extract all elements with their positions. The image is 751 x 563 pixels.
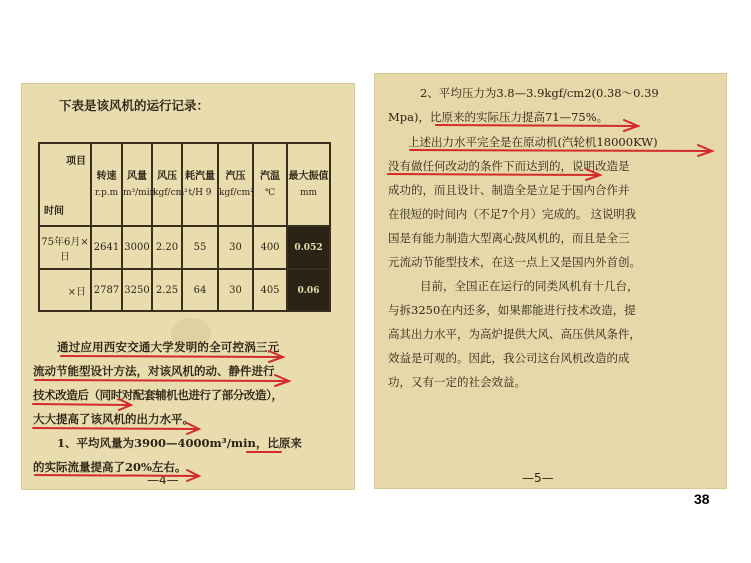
- table-cell: 0.052: [287, 226, 330, 269]
- text-line: 效益是可观的。因此，我公司这台风机改造的成: [388, 351, 630, 365]
- column-header: 风量 m³/min: [122, 143, 152, 226]
- right-page: [374, 73, 727, 489]
- text-line: 高其出力水平，为高炉提供大风、高压供风条件，: [388, 327, 641, 341]
- left-page: [21, 83, 355, 490]
- column-header: 最大振值 mm: [287, 143, 330, 226]
- paragraph-line: 技术改造后（同时对配套辅机也进行了部分改造），: [33, 388, 283, 402]
- text-line: 元流动节能型技术，在这一点上又是国内外首创。: [388, 255, 641, 269]
- red-annotation-underlines: [374, 73, 727, 489]
- text-line: 功，又有一定的社会效益。: [388, 375, 526, 389]
- item-1-line: 1、平均风量为3900—4000m³/min，比原来: [57, 436, 302, 450]
- text-line: 2、平均压力为3.8—3.9kgf/cm2(0.38～0.39: [420, 86, 659, 100]
- column-header: 风压 kgf/cm²: [152, 143, 182, 226]
- table-intro: 下表是该风机的运行记录：: [59, 98, 210, 113]
- paragraph-line: 通过应用西安交通大学发明的全可控涡三元: [57, 340, 280, 354]
- row-time: 75年6月×日: [39, 226, 91, 269]
- column-header: 汽温 ℃: [253, 143, 287, 226]
- text-line: 目前，全国正在运行的同类风机有十几台，: [420, 279, 639, 293]
- table-cell: 30: [218, 269, 253, 311]
- table-cell: 3000: [122, 226, 152, 269]
- paragraph-line: 流动节能型设计方法，对该风机的动、静件进行: [33, 364, 275, 378]
- text-line: 与拆3250在内还多，如果都能进行技术改造，提: [388, 303, 636, 317]
- column-header: 耗汽量 t/H 9: [182, 143, 218, 226]
- slide-number: 38: [694, 491, 710, 507]
- text-line: 国是有能力制造大型离心鼓风机的，而且是全三: [388, 231, 630, 245]
- table-cell: 2787: [91, 269, 122, 311]
- table-cell: 30: [218, 226, 253, 269]
- corner-label-item: 项目: [66, 156, 86, 167]
- table-cell: 2.20: [152, 226, 182, 269]
- corner-label-time: 时间: [44, 206, 64, 217]
- text-line: 上述出力水平完全是在原动机(汽轮机18000KW): [408, 135, 658, 149]
- column-header: 转速 r.p.m: [91, 143, 122, 226]
- table-cell: 2641: [91, 226, 122, 269]
- table-cell: 55: [182, 226, 218, 269]
- page-number: —5—: [522, 471, 554, 485]
- text-line: 成功的，而且设计、制造全是立足于国内合作并: [388, 183, 630, 197]
- text-line: 在很短的时间内（不足7个月）完成的。 这说明我: [388, 207, 636, 221]
- text-line: Mpa)，比原来的实际压力提高71—75%。: [388, 110, 609, 124]
- paragraph-line: 大大提高了该风机的出力水平。: [33, 412, 194, 426]
- column-header: 汽压 kgf/cm²: [218, 143, 253, 226]
- table-cell: 2.25: [152, 269, 182, 311]
- row-time: ×日: [39, 269, 91, 311]
- text-line: 没有做任何改动的条件下而达到的，说明改造是: [388, 159, 630, 173]
- table-cell: 400: [253, 226, 287, 269]
- table-cell: 64: [182, 269, 218, 311]
- table-cell: 405: [253, 269, 287, 311]
- red-annotation-underlines: [21, 83, 355, 490]
- table-cell: 3250: [122, 269, 152, 311]
- table-cell: 0.06: [287, 269, 330, 311]
- page-number: —4—: [147, 473, 179, 487]
- item-1-line: 的实际流量提高了20%左右。: [33, 460, 187, 474]
